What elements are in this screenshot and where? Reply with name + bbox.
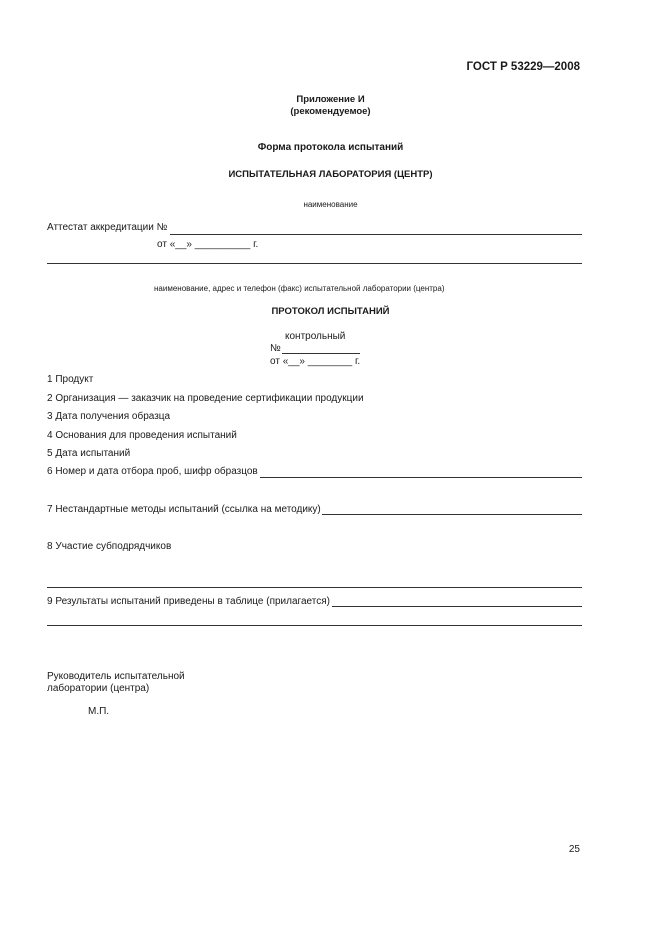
signature-title-line1: Руководитель испытательной	[47, 671, 185, 682]
accreditation-number-line	[170, 234, 582, 235]
standard-designation: ГОСТ Р 53229—2008	[466, 61, 580, 73]
signature-title-line2: лаборатории (центра)	[47, 683, 150, 694]
protocol-date: от «__» ________ г.	[270, 356, 361, 367]
appendix-title: Приложение И	[296, 94, 365, 105]
item-organization: 2 Организация — заказчик на проведение сертификации продукции	[47, 393, 364, 404]
item-results-line	[332, 606, 582, 607]
item-test-basis: 4 Основания для проведения испытаний	[47, 430, 237, 441]
form-title: Форма протокола испытаний	[257, 142, 404, 153]
item-results: 9 Результаты испытаний приведены в таблице (прилагается)	[47, 596, 330, 607]
lab-name-caption: наименование	[303, 200, 358, 209]
item-sampling-line	[260, 477, 582, 478]
accreditation-label: Аттестат аккредитации №	[47, 222, 168, 233]
item-product: 1 Продукт	[47, 374, 94, 385]
protocol-number-label: №	[270, 343, 281, 354]
accreditation-date: от «__» __________ г.	[157, 239, 259, 250]
seal-mark: М.П.	[88, 706, 110, 717]
lab-address-caption: наименование, адрес и телефон (факс) испытательной лаборатории (центра)	[154, 284, 445, 293]
lab-address-line	[47, 263, 582, 264]
protocol-title: ПРОТОКОЛ ИСПЫТАНИЙ	[271, 306, 390, 317]
item-sample-date: 3 Дата получения образца	[47, 411, 171, 422]
protocol-number-line	[282, 353, 360, 354]
lab-title: ИСПЫТАТЕЛЬНАЯ ЛАБОРАТОРИЯ (ЦЕНТР)	[228, 169, 433, 180]
protocol-control: контрольный	[285, 331, 346, 342]
appendix-status: (рекомендуемое)	[290, 106, 371, 117]
page-number: 25	[568, 844, 580, 855]
item-nonstandard-methods: 7 Нестандартные методы испытаний (ссылка на методику)	[47, 504, 321, 515]
item-subcontractors: 8 Участие субподрядчиков	[47, 541, 172, 552]
item-sampling: 6 Номер и дата отбора проб, шифр образцов	[47, 466, 258, 477]
item-methods-line	[322, 514, 582, 515]
item-results-extra-line	[47, 625, 582, 626]
item-test-date: 5 Дата испытаний	[47, 448, 131, 459]
item-subcontractors-line	[47, 587, 582, 588]
